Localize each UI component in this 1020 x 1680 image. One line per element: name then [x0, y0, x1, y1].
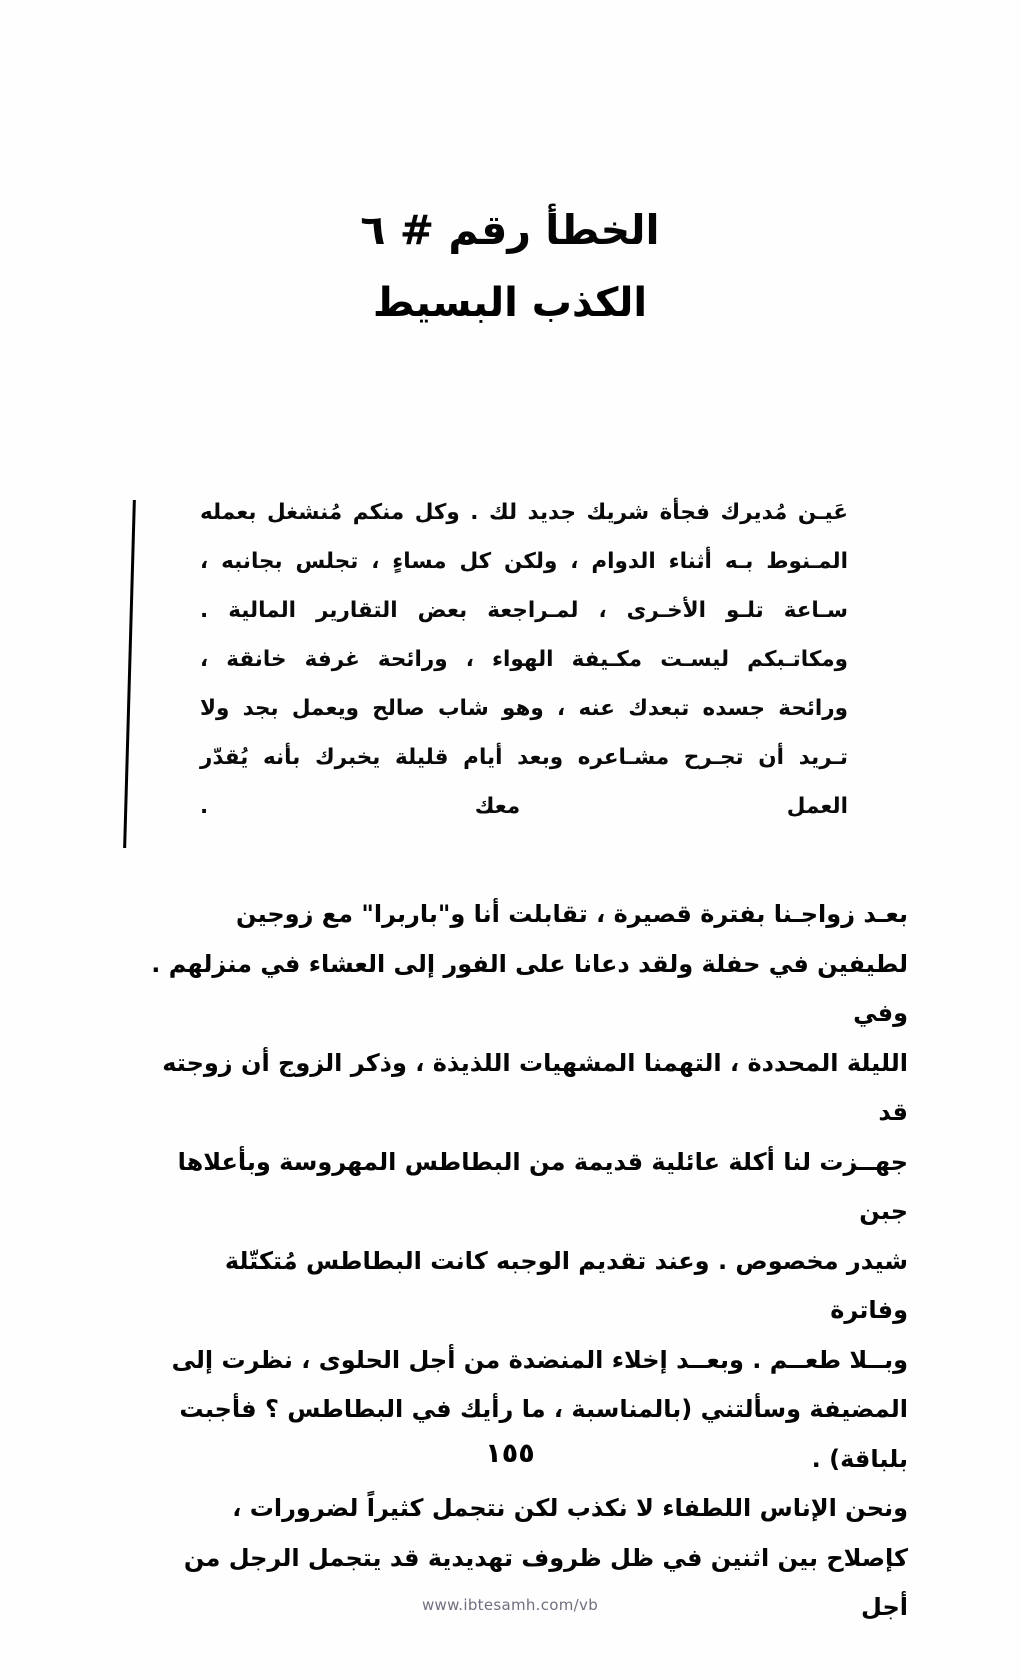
body-text: [148, 890, 908, 1633]
chapter-title: الكذب البسيط: [372, 280, 648, 327]
paragraph-line: جهــزت لنا أكلة عائلية قديمة من البطاطس المهروسة وبأعلاها جبن: [177, 1147, 908, 1225]
chapter-number-line: الخطأ رقم # ٦: [360, 206, 660, 254]
quote-line: سـاعة تلـو الأخـرى ، لمـراجعة بعض التقارير المالية .: [200, 598, 848, 623]
paragraph-line: الليلة المحددة ، التهمنا المشهيات اللذيذة ، وذكر الزوج أن زوجته قد: [162, 1048, 908, 1126]
chapter-heading: [0, 205, 1020, 326]
quote-line: ورائحة جسده تبعدك عنه ، وهو شاب صالح ويعمل بجد ولا: [200, 696, 848, 721]
footer-watermark: www.ibtesamh.com/vb: [421, 1596, 599, 1614]
quote-line: ومكاتـبكم ليسـت مكـيفة الهواء ، ورائحة غرفة خانقة ،: [200, 647, 848, 672]
paragraph-line: شيدر مخصوص . وعند تقديم الوجبه كانت البطاطس مُتكتّلة وفاترة: [224, 1246, 908, 1324]
paragraph-line: ونحن الإناس اللطفاء لا نكذب لكن نتجمل كثيراً لضرورات ،: [232, 1494, 908, 1522]
quote-block: [200, 488, 848, 831]
paragraph-line: وبــلا طعــم . وبعــد إخلاء المنضدة من أجل الحلوى ، نظرت إلى: [171, 1345, 908, 1374]
quote-line: المـنوط بـه أثناء الدوام ، ولكن كل مساءٍ ، تجلس بجانبه ،: [200, 549, 848, 574]
paragraph-line: بعـد زواجـنا بفترة قصيرة ، تقابلت أنا و"باربرا" مع زوجين: [235, 900, 908, 928]
paragraph-line: المضيفة وسألتني (بالمناسبة ، ما رأيك في البطاطس ؟ فأجبت بلباقة) .: [179, 1395, 908, 1473]
paragraph: [148, 890, 908, 1484]
paragraph-line: لطيفين في حفلة ولقد دعانا على الفور إلى العشاء في منزلهم . وفي: [151, 949, 908, 1027]
paragraph-line: كإصلاح بين اثنين في ظل ظروف تهديدية قد يتجمل الرجل من أجل: [183, 1543, 908, 1621]
quote-vertical-rule: [123, 500, 136, 848]
quote-line: تـريد أن تجـرح مشـاعره وبعد أيام قليلة يخبرك بأنه يُقدّر: [200, 745, 848, 770]
page-number: ١٥٥: [485, 1438, 535, 1469]
quote-line: العمل معك .: [200, 794, 848, 819]
quote-line: عَيـن مُديرك فجأة شريك جديد لك . وكل منكم مُنشغل بعمله: [200, 500, 848, 525]
